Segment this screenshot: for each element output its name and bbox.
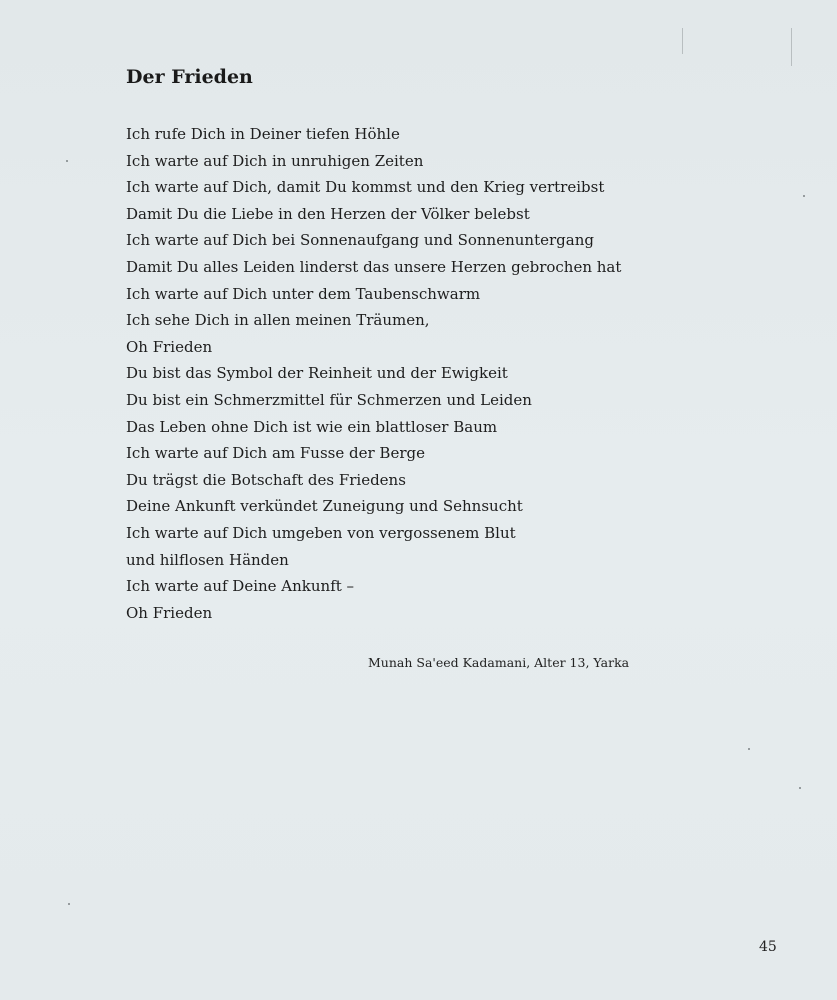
poem-attribution: Munah Sa'eed Kadamani, Alter 13, Yarka (368, 655, 630, 670)
page-edge-mark (682, 28, 683, 54)
poem-line: Oh Frieden (126, 603, 213, 622)
page-edge-mark (791, 28, 792, 66)
paper-speck (66, 160, 68, 162)
poem-line: Du bist das Symbol der Reinheit und der Ewigkeit (126, 364, 508, 383)
poem-line: Damit Du alles Leiden linderst das unsere Herzen gebrochen hat (126, 257, 622, 276)
paper-speck (748, 748, 750, 750)
page-number: 45 (759, 939, 777, 955)
poem-body (126, 121, 686, 626)
poem-line: Du bist ein Schmerzmittel für Schmerzen und Leiden (126, 390, 532, 409)
poem-line: Ich warte auf Dich unter dem Taubenschwarm (126, 284, 481, 303)
poem-line: und hilflosen Händen (126, 550, 289, 569)
poem-line: Ich warte auf Deine Ankunft – (126, 577, 355, 596)
poem-line: Deine Ankunft verkündet Zuneigung und Sehnsucht (126, 497, 523, 516)
poem-line: Ich warte auf Dich bei Sonnenaufgang und Sonnenuntergang (126, 231, 594, 250)
paper-speck (68, 903, 70, 905)
poem-line: Das Leben ohne Dich ist wie ein blattloser Baum (126, 417, 498, 436)
poem-line: Ich sehe Dich in allen meinen Träumen, (126, 311, 430, 330)
poem-line: Du trägst die Botschaft des Friedens (126, 470, 406, 489)
poem-line: Oh Frieden (126, 337, 213, 356)
poem-line: Ich warte auf Dich, damit Du kommst und den Krieg vertreibst (126, 178, 605, 197)
poem-line: Ich rufe Dich in Deiner tiefen Höhle (126, 125, 400, 143)
poem-line: Damit Du die Liebe in den Herzen der Völker belebst (126, 204, 530, 223)
poem-line: Ich warte auf Dich umgeben von vergossenem Blut (126, 523, 516, 542)
poem-line: Ich warte auf Dich am Fusse der Berge (126, 444, 425, 463)
poem-line: Ich warte auf Dich in unruhigen Zeiten (126, 151, 424, 170)
paper-speck (803, 195, 805, 197)
paper-speck (799, 787, 801, 789)
poem-title: Der Frieden (126, 66, 253, 88)
